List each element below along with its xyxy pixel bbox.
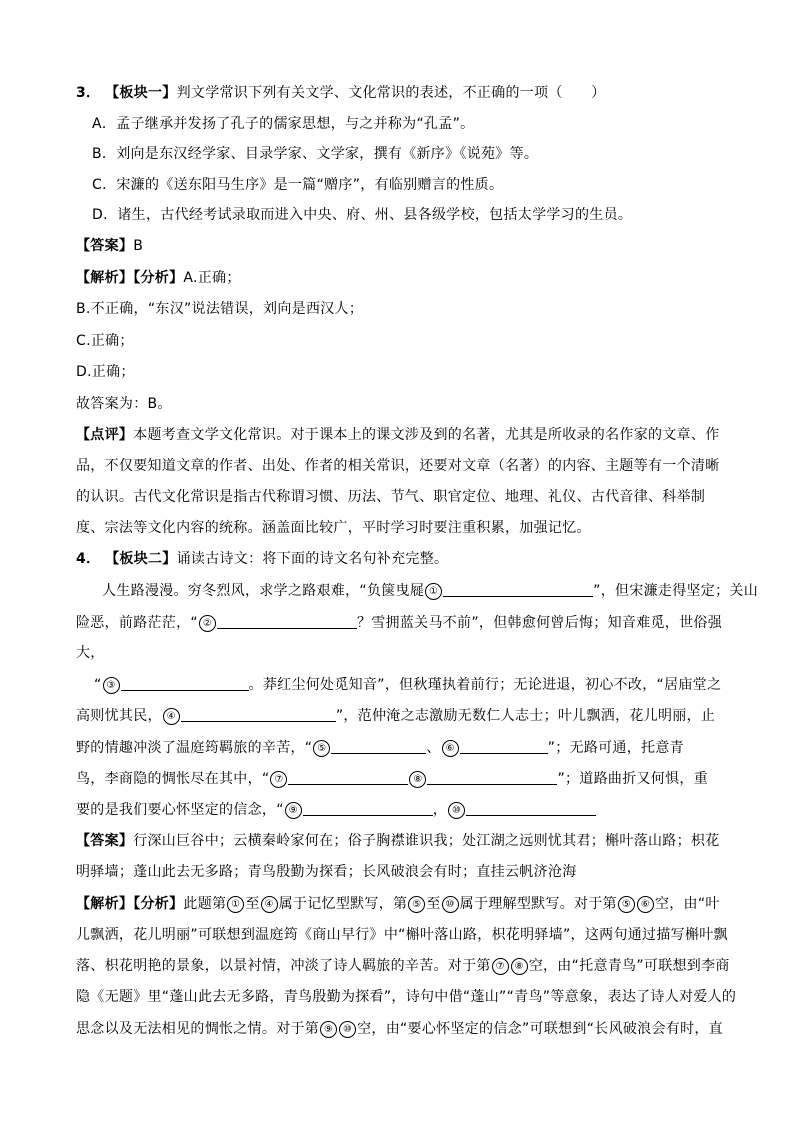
q3-comment-label: 【点评】 — [76, 427, 134, 443]
q4-passage-line-5: 高则忧其民， ④ ”，范仲淹之志激励无数仁人志士；叶儿飘洒，花儿明丽，止 — [76, 705, 744, 727]
q3-stem: 判文学常识下列有关文学、文化常识的表述，不正确的一项（ ） — [176, 85, 606, 101]
fill-blank-10[interactable] — [466, 799, 596, 816]
fill-blank-4[interactable] — [181, 705, 336, 722]
q3-answer: B — [133, 238, 144, 254]
fill-blank-8[interactable] — [427, 768, 557, 785]
q4-passage-line-8: 要的是我们要心怀坚定的信念，“ ⑨ ， ⑩ — [76, 799, 744, 821]
q4-answer-line-2: 明驿墙；蓬山此去无多路；青鸟殷勤为探看；长风破浪会有时；直挂云帆济沧海 — [76, 864, 577, 880]
q3-comment-2: 品，不仅要知道文章的作者、出处、作者的相关常识，还要对文章（名著）的内容、主题等有一个清晰 — [76, 458, 720, 474]
q3-stem-line — [76, 83, 744, 105]
blank-number-10: ⑩ — [448, 802, 465, 819]
q3-analysis-label: 【解析】【分析】 — [76, 270, 184, 286]
fill-blank-9[interactable] — [303, 799, 433, 816]
fill-blank-2[interactable] — [217, 612, 357, 629]
q4-passage-line-3: 大， — [76, 645, 105, 661]
q3-analysis-c: C.正确； — [76, 333, 134, 349]
q3-analysis-d: D.正确； — [76, 364, 135, 380]
q4-passage-line-6: 野的情趣冲淡了温庭筠羁旅的辛苦，“ ⑤ 、 ⑥ ”；无路可通，托意青 — [76, 737, 744, 759]
fill-blank-6[interactable] — [460, 737, 548, 754]
q3-analysis-b: B.不正确，“东汉”说法错误，刘向是西汉人； — [76, 301, 364, 317]
q4-answer-1: 行深山巨谷中；云横秦岭家何在；俗子胸襟谁识我；处江湖之远则忧其君；槲叶落山路；枳花 — [133, 833, 720, 849]
q4-passage-line-2: 险恶，前路茫茫，“ ② ？雪拥蓝关马不前”，但韩愈何曾后悔；知音难觅，世俗强 — [76, 612, 744, 634]
q4-passage-line-4: “ ③ 。莽红尘何处觅知音”，但秋瑾执着前行；无论进退，初心不改，“居庙堂之 — [94, 674, 744, 696]
q3-option-d: D．诸生，古代经考试录取而进入中央、府、州、县各级学校，包括太学学习的生员。 — [92, 207, 633, 223]
fill-blank-7[interactable] — [288, 768, 408, 785]
q3-analysis-a: A.正确； — [183, 270, 241, 286]
q3-option-a: A．孟子继承并发扬了孔子的儒家思想，与之并称为“孔孟”。 — [92, 116, 475, 132]
q4-answer-label: 【答案】 — [76, 833, 134, 849]
q3-option-b: B．刘向是东汉经学家、目录学家、文学家，撰有《新序》《说苑》等。 — [92, 146, 539, 162]
q3-option-c: C．宋濂的《送东阳马生序》是一篇“赠序”，有临别赠言的性质。 — [92, 177, 504, 193]
q3-answer-line — [76, 236, 744, 258]
q3-answer-label: 【答案】 — [76, 238, 134, 254]
q3-conclusion: 故答案为：B。 — [76, 396, 172, 412]
q4-stem: 诵读古诗文：将下面的诗文名句补充完整。 — [176, 551, 449, 567]
q4-analysis-line-3: 落、枳花明艳的景象，以景衬情，冲淡了诗人羁旅的辛苦。对于第 ⑦ ⑧ 空，由“托意青鸟”可联想到李商 — [76, 958, 730, 974]
blank-number-3: ③ — [103, 677, 120, 694]
fill-blank-3[interactable] — [121, 674, 249, 691]
q3-comment-line-1 — [76, 425, 744, 447]
blank-number-5: ⑤ — [313, 740, 330, 757]
q4-number: 4． — [76, 551, 101, 567]
q3-comment-4: 度、宗法等文化内容的统称。涵盖面比较广，平时学习时要注重积累，加强记忆。 — [76, 520, 591, 536]
blank-number-8: ⑧ — [409, 771, 426, 788]
blank-number-2: ② — [199, 615, 216, 632]
q4-analysis-label: 【解析】【分析】 — [76, 896, 184, 912]
q3-analysis-line — [76, 268, 744, 290]
q4-analysis-line-5: 思念以及无法相见的惆怅之情。对于第 ⑨ ⑩ 空，由“要心怀坚定的信念”可联想到“长风破浪会有时，直 — [76, 1021, 723, 1037]
q3-comment-3: 的认识。古代文化常识是指古代称谓习惯、历法、节气、职官定位、地理、礼仪、古代音律、科举制 — [76, 489, 706, 505]
q4-passage-line-7: 鸟，李商隐的惆怅尽在其中，“ ⑦ ⑧ ”；道路曲折又何惧，重 — [76, 768, 744, 790]
q4-tag: 【板块二】 — [105, 551, 177, 567]
blank-number-9: ⑨ — [285, 802, 302, 819]
q4-stem-line — [76, 549, 744, 571]
fill-blank-1[interactable] — [443, 580, 593, 597]
q4-analysis-line-2: 儿飘洒，花儿明丽”可联想到温庭筠《商山早行》中“槲叶落山路，枳花明驿墙”，这两句通过描写槲叶飘 — [76, 927, 728, 943]
fill-blank-5[interactable] — [331, 737, 426, 754]
q4-analysis-line-1: 【解析】【分析】此题第 ① 至 ④ 属于记忆型默写，第 ⑤ 至 ⑩ 属于理解型默写。对于第 ⑤ ⑥ 空，由“叶 — [76, 896, 720, 912]
q3-tag: 【板块一】 — [105, 85, 177, 101]
q4-analysis-line-4: 隐《无题》里“蓬山此去无多路，青鸟殷勤为探看”，诗句中借“蓬山”“青鸟”等意象，表达了诗人对爱人的 — [76, 989, 737, 1005]
q3-comment-1: 本题考查文学文化常识。对于课本上的课文涉及到的名著，尤其是所收录的名作家的文章、作 — [133, 427, 720, 443]
q4-passage-line-1: 人生路漫漫。穷冬烈风，求学之路艰难，“负箧曳屣 ① ”，但宋濂走得坚定；关山 — [102, 580, 744, 602]
blank-number-4: ④ — [163, 708, 180, 725]
blank-number-6: ⑥ — [442, 740, 459, 757]
q3-number: 3． — [76, 85, 101, 101]
q4-answer-line-1 — [76, 831, 744, 853]
blank-number-7: ⑦ — [270, 771, 287, 788]
blank-number-1: ① — [425, 583, 442, 600]
